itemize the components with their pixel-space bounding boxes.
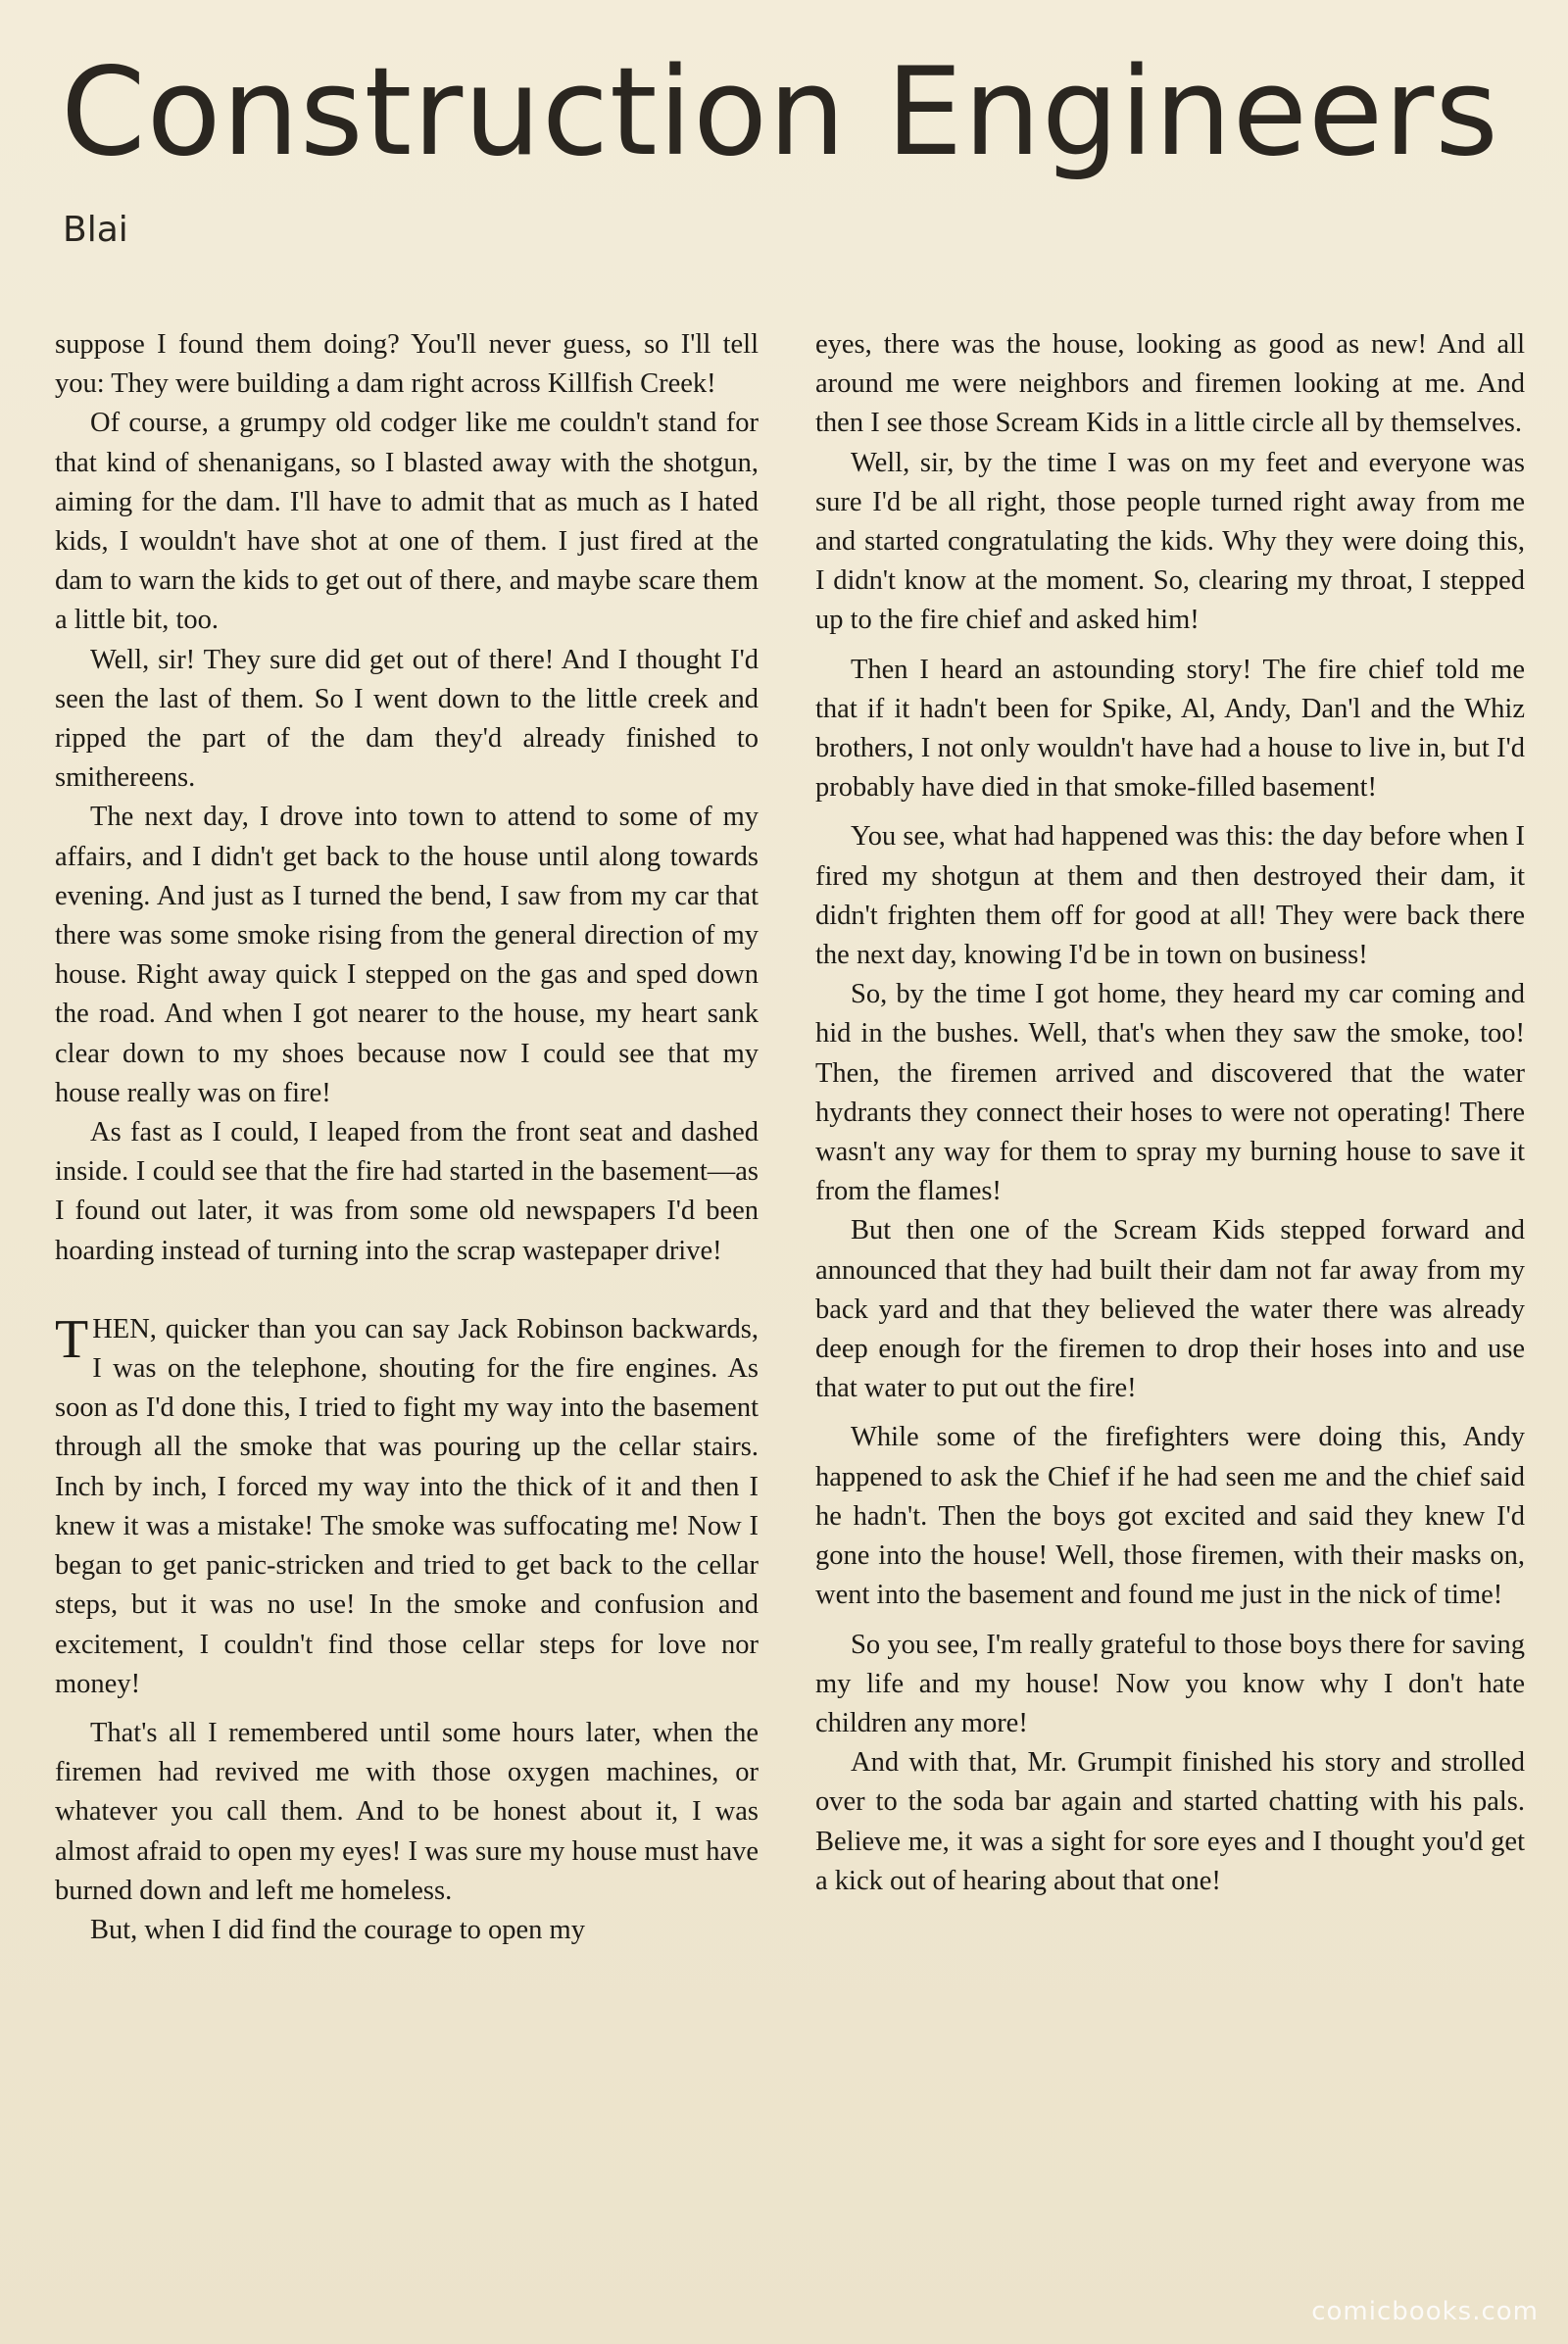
paragraph: But, when I did find the courage to open my: [90, 1914, 585, 1945]
paragraph: eyes, there was the house, looking as good as new! And all around me were neighbors and firemen looking at me. And then I see those Scream Kids in a little circle all by themselves.: [815, 329, 1525, 439]
paragraph: And with that, Mr. Grumpit finished his story and strolled over to the soda bar again and started chatting with his pals. Believe me, it was a sight for sore eyes and I thought you'd get a kick out of hearing about that one!: [815, 1747, 1525, 1896]
paragraph-text: HEN, quicker than you can say Jack Robinson backwards, I was on the telephone, shouting for the fire engines. As soon as I'd done this, I tried to fight my way into the basement through all the smoke that was pouring up the cellar stairs. Inch by inch, I forced my way into the thick of it and then I knew it was a mistake! The smoke was suffocating me! Now I began to get panic-stricken and tried to get back to the cellar steps, but it was no use! In the smoke and confusion and excitement, I couldn't find those cellar steps for love nor money!: [55, 1313, 759, 1699]
paragraph: Of course, a grumpy old codger like me couldn't stand for that kind of shenanigans, so I blasted away with the shotgun, aiming for the dam. I'll have to admit that as much as I hated kids, I wouldn't have shot at one of them. I just fired at the dam to warn the kids to get out of there, and maybe scare them a little bit, too.: [55, 408, 759, 636]
page-title: Construction Engineers: [61, 42, 1499, 183]
drop-cap: T: [55, 1308, 89, 1370]
paragraph: Well, sir! They sure did get out of there! And I thought I'd seen the last of them. So I went down to the little creek and ripped the part of the dam they'd already finished to smithereens.: [55, 644, 759, 794]
right-column: [815, 325, 1525, 2315]
paragraph: So you see, I'm really grateful to those boys there for saving my life and my house! Now you know why I don't hate children any more!: [815, 1629, 1525, 1738]
paragraph: But then one of the Scream Kids stepped forward and announced that they had built their dam not far away from my back yard and that they believed the water there was already deep enough for the firemen to drop their hoses into and use that water to put out the fire!: [815, 1215, 1525, 1404]
paragraph: Well, sir, by the time I was on my feet and everyone was sure I'd be all right, those people turned right away from me and started congratulating the kids. Why they were doing this, I didn't know at the moment. So, clearing my throat, I stepped up to the fire chief and asked him!: [815, 447, 1525, 636]
paragraph: suppose I found them doing? You'll never guess, so I'll tell you: They were building a dam right across Killfish Creek!: [55, 329, 759, 400]
left-column: [55, 325, 759, 2315]
paragraph: The next day, I drove into town to attend to some of my affairs, and I didn't get back to the house until along towards evening. And just as I turned the bend, I saw from my car that there was some smoke rising from the general direction of my house. Right away quick I stepped on the gas and sped down the road. And when I got nearer to the house, my heart sank clear down to my shoes because now I could see that my house really was on fire!: [55, 802, 759, 1108]
watermark: comicbooks.com: [1311, 2297, 1539, 2326]
paragraph: So, by the time I got home, they heard my car coming and hid in the bushes. Well, that's when they saw the smoke, too! Then, the firemen arrived and discovered that the water hydrants they connect their hoses to were not operating! There wasn't any way for them to spray my burning house to save it from the flames!: [815, 979, 1525, 1207]
byline: Blai: [63, 210, 128, 250]
paragraph: That's all I remembered until some hours later, when the firemen had revived me with those oxygen machines, or whatever you call them. And to be honest about it, I was almost afraid to open my eyes! I was sure my house must have burned down and left me homeless.: [55, 1717, 759, 1906]
paragraph: While some of the firefighters were doing this, Andy happened to ask the Chief if he had seen me and the chief said he hadn't. Then the boys got excited and said they knew I'd gone into the house! Well, those firemen, with their masks on, went into the basement and found me just in the nick of time!: [815, 1422, 1525, 1611]
paragraph: You see, what had happened was this: the day before when I fired my shotgun at them and then destroyed their dam, it didn't frighten them off for good at all! They were back there the next day, knowing I'd be in town on business!: [815, 821, 1525, 971]
paragraph-dropcap: [55, 1310, 759, 1704]
paragraph: Then I heard an astounding story! The fire chief told me that if it hadn't been for Spike, Al, Andy, Dan'l and the Whiz brothers, I not only wouldn't have had a house to live in, but I'd probably have died in that smoke-filled basement!: [815, 654, 1525, 804]
paragraph: As fast as I could, I leaped from the front seat and dashed inside. I could see that the fire had started in the basement—as I found out later, it was from some old newspapers I'd been hoarding instead of turning into the scrap wastepaper drive!: [55, 1117, 759, 1266]
